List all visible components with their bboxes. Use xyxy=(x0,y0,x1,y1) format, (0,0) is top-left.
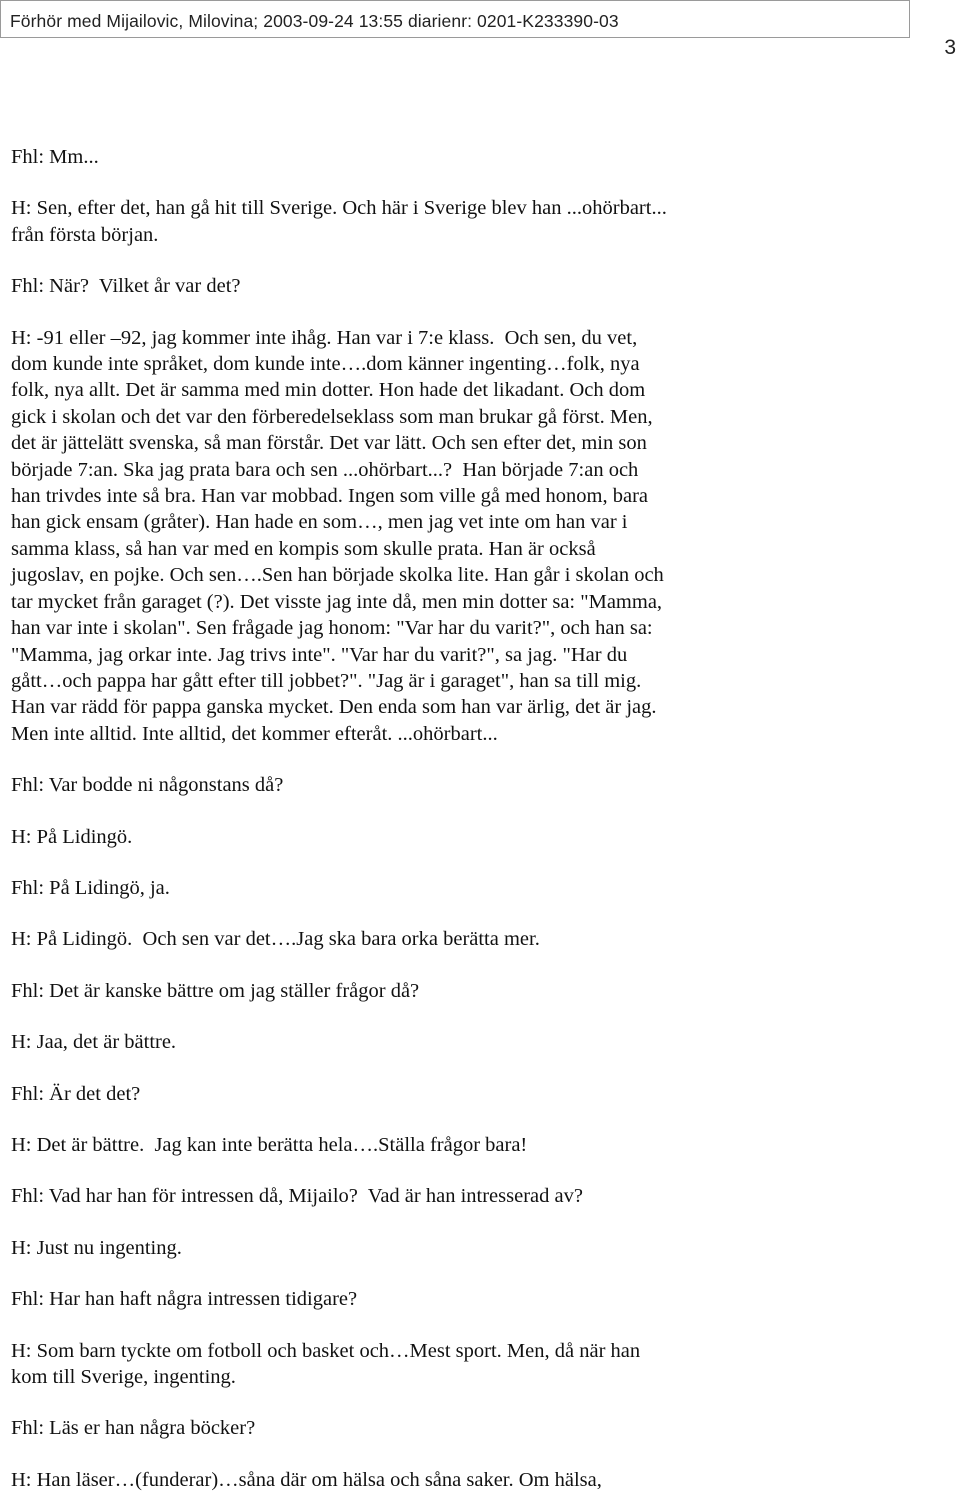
transcript-turn: Fhl: Var bodde ni någonstans då? xyxy=(11,774,284,797)
transcript-turn: H: Det är bättre. Jag kan inte berätta hela….Ställa frågor bara! xyxy=(11,1133,528,1156)
transcript-turn: H: Jaa, det är bättre. xyxy=(11,1031,177,1054)
transcript-turn: H: Han läser…(funderar)…såna där om hälsa och såna saker. Om hälsa, xyxy=(11,1468,602,1491)
transcript-turn: H: Just nu ingenting. xyxy=(11,1236,182,1259)
header-title: Förhör med Mijailovic, Milovina; 2003-09-24 13:55 diarienr: 0201-K233390-03 xyxy=(10,11,619,31)
transcript-turn: Fhl: Vad har han för intressen då, Mijailo? Vad är han intresserad av? xyxy=(11,1185,583,1208)
transcript-turn: Fhl: Har han haft några intressen tidigare? xyxy=(11,1288,358,1311)
transcript-turn: Fhl: När? Vilket år var det? xyxy=(11,275,241,298)
transcript-turn: Fhl: På Lidingö, ja. xyxy=(11,876,170,899)
page-number: 3 xyxy=(944,36,956,59)
transcript-turn: H: På Lidingö. xyxy=(11,825,133,848)
transcript-turn: Fhl: Läs er han några böcker? xyxy=(11,1417,256,1440)
transcript-turn: H: Som barn tyckte om fotboll och basket och…Mest sport. Men, då när han kom till Sverige, ingenting. xyxy=(11,1339,641,1388)
transcript-turn: H: -91 eller –92, jag kommer inte ihåg. Han var i 7:e klass. Och sen, du vet, dom kunde inte språket, dom kunde inte….dom känner ingenting…folk, nya folk, nya allt. Det är samma med min dotter. Hon hade det likadant. Och dom gick i skolan och det var den förberedelseklass som man brukar gå först. Men, det är jättelätt svenska, så man förstår. Det var lätt. Och sen efter det, min son började 7:an. Ska jag prata bara och sen ...ohörbart...? Han började 7:an och han trivdes inte så bra. Han var mobbad. Ingen som ville gå med honom, bara han gick ensam (gråter). Han hade en som…, men jag vet inte om han var i samma klass, så han var med en kompis som skulle prata. Han är också jugoslav, en pojke. Och sen….Sen han började skolka lite. Han går i skolan och tar mycket från garaget (?). Det visste jag inte då, men min dotter sa: "Mamma, han var inte i skolan". Sen frågade jag honom: "Var har du varit?", och han sa: "Mamma, jag orkar inte. Jag trivs inte". "Var har du varit?", sa jag. "Har du gått…och pappa har gått efter till jobbet?". "Jag är i garaget", han sa till mig. Han var rädd för pappa ganska mycket. Den enda som han var ärlig, det är jag. Men inte alltid. Inte alltid, det kommer efteråt. ...ohörbart... xyxy=(11,326,664,745)
transcript-turn: Fhl: Det är kanske bättre om jag ställer frågor då? xyxy=(11,979,420,1002)
transcript-turn: H: Sen, efter det, han gå hit till Sverige. Och här i Sverige blev han ...ohörbart... från första början. xyxy=(11,197,667,246)
transcript-turn: Fhl: Är det det? xyxy=(11,1082,141,1105)
page-header xyxy=(0,0,910,38)
transcript-turn: Fhl: Mm... xyxy=(11,146,99,168)
transcript-turn: H: På Lidingö. Och sen var det….Jag ska bara orka berätta mer. xyxy=(11,928,540,951)
transcript-body xyxy=(11,144,951,1491)
